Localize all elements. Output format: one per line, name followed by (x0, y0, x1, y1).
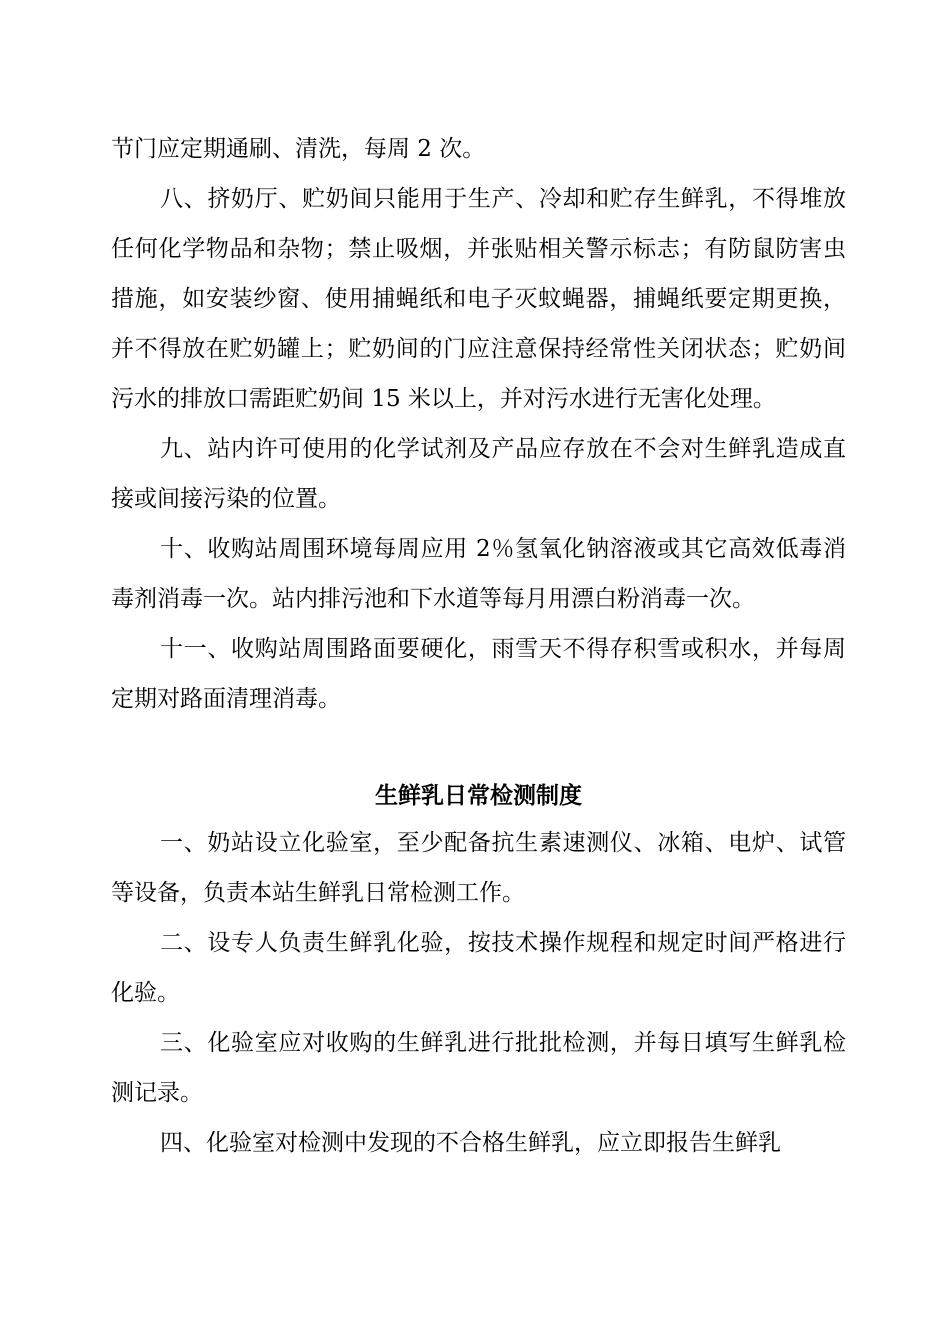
paragraph-item-4: 四、化验室对检测中发现的不合格生鲜乳，应立即报告生鲜乳 (160, 1130, 781, 1156)
continued-paragraph: 节门应定期通刷、清洗，每周 2 次。 (111, 136, 486, 162)
paragraph-item-11: 十一、收购站周围路面要硬化，雨雪天不得存积雪或积水，并每周定期对路面清理消毒。 (111, 636, 846, 712)
section-title: 生鲜乳日常检测制度 (375, 783, 582, 809)
document-body (111, 124, 846, 1168)
paragraph-item-9: 九、站内许可使用的化学试剂及产品应存放在不会对生鲜乳造成直接或间接污染的位置。 (111, 436, 846, 512)
paragraph-item-1: 一、奶站设立化验室，至少配备抗生素速测仪、冰箱、电炉、试管等设备，负责本站生鲜乳日常检测工作。 (111, 830, 846, 906)
paragraph-item-2: 二、设专人负责生鲜乳化验，按技术操作规程和规定时间严格进行化验。 (111, 930, 846, 1006)
paragraph-item-10: 十、收购站周围环境每周应用 2％氢氧化钠溶液或其它高效低毒消毒剂消毒一次。站内排污池和下水道等每月用漂白粉消毒一次。 (111, 536, 846, 612)
paragraph-item-3: 三、化验室应对收购的生鲜乳进行批批检测，并每日填写生鲜乳检测记录。 (111, 1030, 846, 1106)
paragraph-item-8: 八、挤奶厅、贮奶间只能用于生产、冷却和贮存生鲜乳，不得堆放任何化学物品和杂物；禁止吸烟，并张贴相关警示标志；有防鼠防害虫措施，如安装纱窗、使用捕蝇纸和电子灭蚊蝇器，捕蝇纸要定期更换，并不得放在贮奶罐上；贮奶间的门应注意保持经常性关闭状态；贮奶间污水的排放口需距贮奶间 15 米以上，并对污水进行无害化处理。 (111, 186, 846, 412)
